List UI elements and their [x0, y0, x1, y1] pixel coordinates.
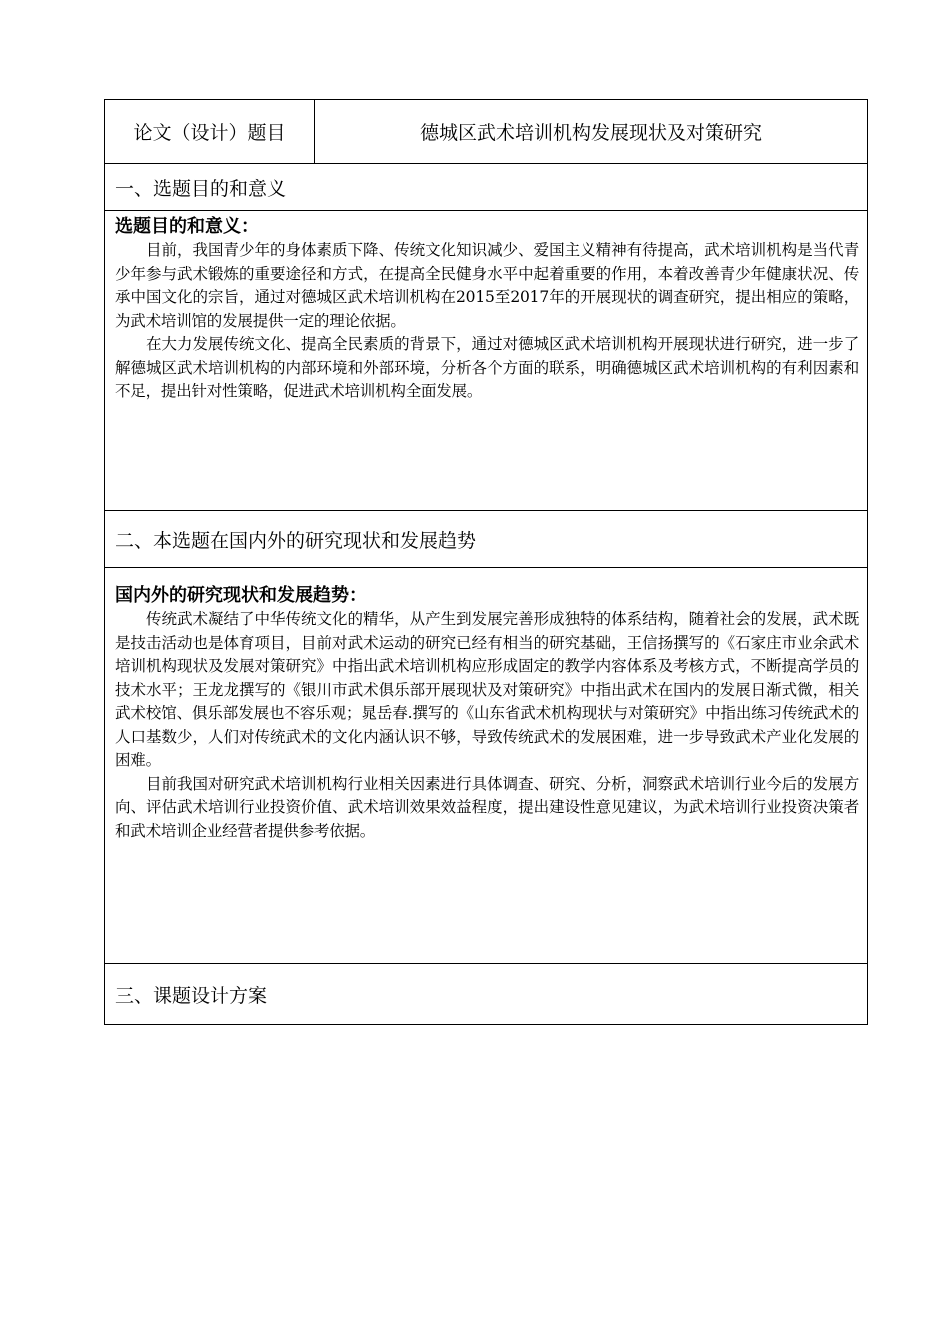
section-1-heading: 一、选题目的和意义	[105, 163, 867, 210]
section-3-heading: 三、课题设计方案	[105, 963, 867, 1024]
section-1-paragraph-2: 在大力发展传统文化、提高全民素质的背景下，通过对德城区武术培训机构开展现状进行研究，进一步了解德城区武术培训机构的内部环境和外部环境，分析各个方面的联系，明确德城区武术培训机构的有利因素和不足，提出针对性策略，促进武术培训机构全面发展。	[115, 335, 859, 400]
title-label: 论文（设计）题目	[105, 100, 315, 163]
section-2-content	[105, 567, 867, 963]
section-2-content-title: 国内外的研究现状和发展趋势：	[115, 585, 367, 606]
section-2-paragraph-1: 传统武术凝结了中华传统文化的精华，从产生到发展完善形成独特的体系结构，随着社会的发展，武术既是技击活动也是体育项目，目前对武术运动的研究已经有相当的研究基础，王信扬撰写的《石家庄市业余武术培训机构现状及发展对策研究》中指出武术培训机构应形成固定的教学内容体系及考核方式，不断提高学员的技术水平；王龙龙撰写的《银川市武术俱乐部开展现状及对策研究》中指出武术在国内的发展日渐式微，相关武术校馆、俱乐部发展也不容乐观；晁岳春.撰写的《山东省武术机构现状与对策研究》中指出练习传统武术的人口基数少，人们对传统武术的文化内涵认识不够，导致传统武术的发展困难，进一步导致武术产业化发展的困难。	[115, 610, 859, 769]
section-1-content-title: 选题目的和意义：	[115, 216, 259, 237]
section-1-paragraph-1: 目前，我国青少年的身体素质下降、传统文化知识减少、爱国主义精神有待提高，武术培训机构是当代青少年参与武术锻炼的重要途径和方式，在提高全民健身水平中起着重要的作用，本着改善青少年健康状况、传承中国文化的宗旨，通过对德城区武术培训机构在2015至2017年的开展现状的调查研究，提出相应的策略，为武术培训馆的发展提供一定的理论依据。	[115, 241, 859, 330]
section-2-paragraph-2: 目前我国对研究武术培训机构行业相关因素进行具体调查、研究、分析，洞察武术培训行业今后的发展方向、评估武术培训行业投资价值、武术培训效果效益程度，提出建设性意见建议，为武术培训行业投资决策者和武术培训企业经营者提供参考依据。	[115, 774, 859, 840]
thesis-title: 德城区武术培训机构发展现状及对策研究	[419, 122, 762, 144]
section-2-heading: 二、本选题在国内外的研究现状和发展趋势	[105, 510, 867, 567]
section-1-content	[105, 210, 867, 510]
proposal-form-table	[104, 99, 868, 1025]
title-row	[105, 100, 867, 163]
